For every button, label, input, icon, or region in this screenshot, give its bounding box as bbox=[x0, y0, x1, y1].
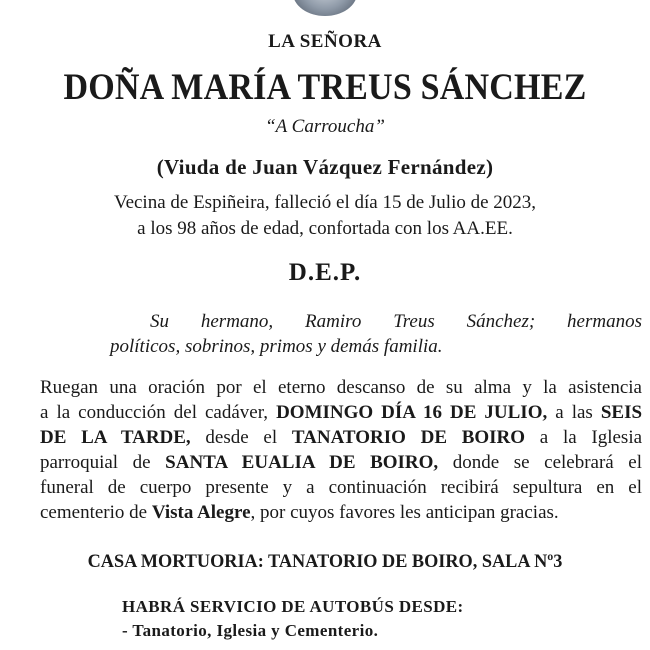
residence-death-info bbox=[0, 190, 650, 242]
dep-label: D.E.P. bbox=[288, 259, 362, 286]
body-line-5 bbox=[40, 475, 642, 500]
body-text: funeral de cuerpo presente y a continuación recibirá sepultura en el bbox=[40, 477, 642, 498]
body-text: a las bbox=[555, 402, 593, 423]
funeral-date: DOMINGO DÍA 16 DE JULIO, bbox=[276, 402, 548, 423]
body-text: donde se celebrará el bbox=[452, 452, 643, 473]
body-line-1-text: Ruegan una oración por el eterno descanso de su alma y la asistencia bbox=[40, 377, 642, 398]
body-text: cementerio de bbox=[40, 502, 148, 523]
body-text: a la Iglesia bbox=[539, 427, 643, 448]
funeral-time: SEIS bbox=[600, 402, 643, 423]
deceased-name: DOÑA MARÍA TREUS SÁNCHEZ bbox=[63, 67, 587, 108]
body-line-3 bbox=[40, 425, 642, 450]
residence-line-2: a los 98 años de edad, confortada con los AA.EE. bbox=[137, 218, 513, 239]
body-text: parroquial de bbox=[40, 452, 151, 473]
body-text: a la conducción del cadáver, bbox=[40, 402, 269, 423]
bus-service bbox=[122, 595, 464, 643]
nickname: “A Carroucha” bbox=[265, 116, 385, 137]
funeral-home: TANATORIO DE BOIRO bbox=[291, 427, 526, 448]
cemetery-name: Vista Alegre bbox=[151, 502, 251, 523]
body-text: desde el bbox=[205, 427, 278, 448]
funeral-time-cont: DE LA TARDE, bbox=[40, 427, 191, 448]
body-line-6 bbox=[40, 500, 642, 525]
honorific: LA SEÑORA bbox=[268, 31, 382, 52]
body-line-2 bbox=[40, 400, 642, 425]
body-text: , por cuyos favores les anticipan gracias. bbox=[250, 502, 559, 523]
church-name: SANTA EUALIA DE BOIRO, bbox=[165, 452, 439, 473]
casa-mortuoria: CASA MORTUORIA: TANATORIO DE BOIRO, SALA Nº3 bbox=[87, 551, 563, 572]
bus-heading: HABRÁ SERVICIO DE AUTOBÚS DESDE: bbox=[122, 597, 464, 616]
family-line-1: Su hermano, Ramiro Treus Sánchez; hermanos bbox=[150, 311, 642, 332]
family-line-2: políticos, sobrinos, primos y demás familia. bbox=[110, 336, 443, 357]
bus-stops: - Tanatorio, Iglesia y Cementerio. bbox=[122, 621, 379, 640]
body-line-4 bbox=[40, 450, 642, 475]
widow-of: (Viuda de Juan Vázquez Fernández) bbox=[156, 155, 494, 179]
body-line-1 bbox=[40, 375, 642, 400]
ceremony-details bbox=[40, 375, 642, 525]
portrait-photo bbox=[293, 0, 357, 16]
residence-line-1: Vecina de Espiñeira, falleció el día 15 de Julio de 2023, bbox=[113, 192, 537, 213]
family-mourners bbox=[110, 309, 642, 359]
